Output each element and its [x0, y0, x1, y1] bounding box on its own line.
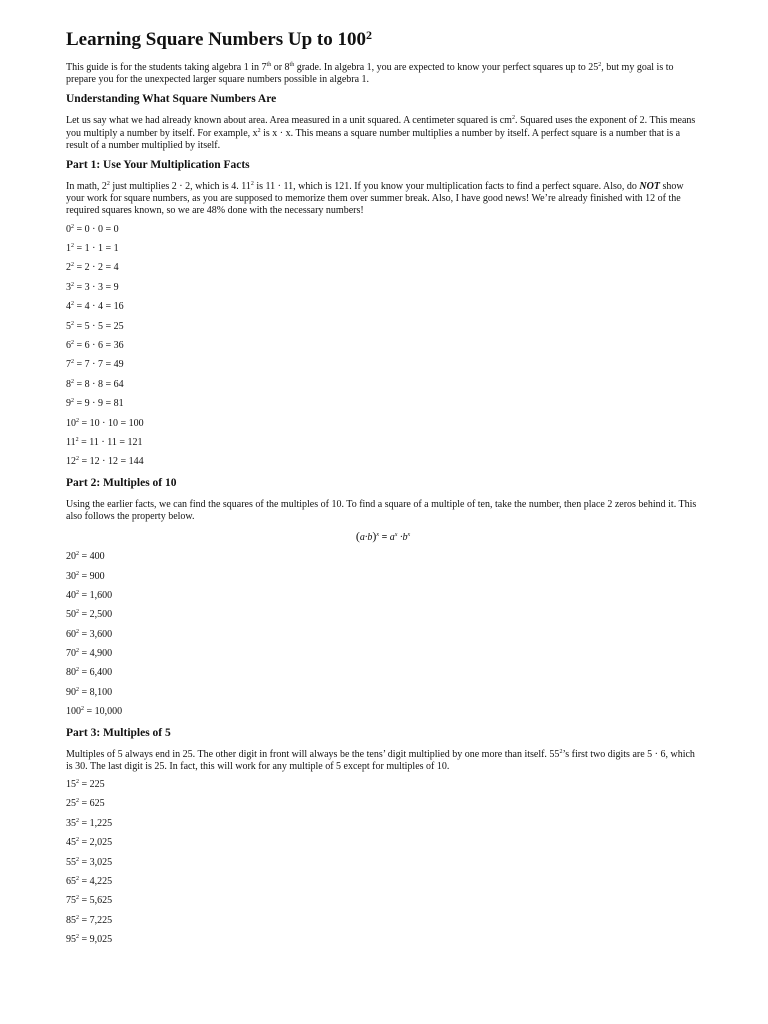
formula-exponent-3: x — [407, 532, 411, 539]
part3-text-b: ’s first two digits are 5 · 6, which is 30. The last digit is 25. In fact, this will work for any multiple of 5 except for multiples of 10. — [66, 748, 695, 772]
square-result: = 400 — [79, 551, 105, 563]
square-fact-line — [66, 551, 700, 570]
section-heading-understanding: Understanding What Square Numbers Are — [66, 93, 277, 106]
square-fact-line — [66, 687, 700, 706]
square-base: 75 — [66, 895, 76, 907]
square-exponent: 2 — [76, 667, 79, 674]
square-base: 10 — [66, 417, 76, 429]
square-exponent: 2 — [76, 686, 79, 693]
square-base: 80 — [66, 667, 76, 679]
square-result: = 5 · 5 = 25 — [74, 320, 124, 332]
intro-sup-2: th — [289, 62, 295, 68]
square-base: 7 — [66, 359, 71, 371]
intro-paragraph — [66, 62, 700, 86]
formula-a: a — [389, 532, 395, 544]
square-exponent: 2 — [76, 914, 79, 921]
square-base: 35 — [66, 817, 76, 829]
understanding-text-b: . Squared uses the exponent of 2. This means you multiply a number by itself. For example, x — [66, 115, 696, 139]
square-fact-line — [66, 915, 700, 934]
square-exponent: 2 — [76, 875, 79, 882]
square-base: 65 — [66, 875, 76, 887]
formula-left-paren: ( — [355, 529, 360, 544]
intro-text-c: grade. In algebra 1, you are expected to know your perfect squares up to 25 — [294, 62, 599, 73]
square-base: 55 — [66, 856, 76, 868]
part1-sup-2: 2 — [250, 181, 254, 188]
square-result: = 2 · 2 = 4 — [74, 262, 119, 274]
square-exponent: 2 — [76, 934, 79, 941]
square-result: = 225 — [79, 779, 105, 791]
square-exponent: 2 — [71, 262, 74, 269]
square-result: = 4 · 4 = 16 — [74, 301, 124, 313]
square-base: 11 — [66, 436, 76, 448]
formula-exponent-1: x — [376, 532, 380, 539]
square-result: = 12 · 12 = 144 — [79, 456, 144, 468]
square-base: 70 — [66, 648, 76, 660]
intro-text-a: This guide is for the students taking algebra 1 in 7 — [66, 62, 267, 73]
square-result: = 9,025 — [79, 934, 113, 946]
page-title — [66, 28, 700, 52]
intro-sup-3: 2 — [598, 62, 602, 68]
square-exponent: 2 — [71, 320, 74, 327]
square-exponent: 2 — [76, 417, 79, 424]
square-fact-line — [66, 456, 700, 475]
square-fact-line — [66, 895, 700, 914]
square-exponent: 2 — [76, 817, 79, 824]
square-fact-line — [66, 590, 700, 609]
square-fact-line — [66, 224, 700, 243]
square-base: 45 — [66, 837, 76, 849]
square-fact-line — [66, 282, 700, 301]
part3-text-a: Multiples of 5 always end in 25. The other digit in front will always be the tens’ digit multiplied by one more than itself. 55 — [66, 748, 560, 760]
understanding-text-c: is x · x. This means a square number multiplies a number by itself. A perfect square is a number that is a result of a number multiplied by itself. — [66, 127, 681, 151]
square-result: = 625 — [79, 798, 105, 810]
square-base: 5 — [66, 320, 71, 332]
square-base: 30 — [66, 570, 76, 582]
square-result: = 6,400 — [79, 667, 113, 679]
square-result: = 2,025 — [79, 837, 113, 849]
square-exponent: 2 — [76, 798, 79, 805]
square-exponent: 2 — [76, 570, 79, 577]
square-base: 15 — [66, 779, 76, 791]
square-exponent: 2 — [75, 436, 79, 443]
square-base: 20 — [66, 551, 76, 563]
square-base: 8 — [66, 378, 71, 390]
square-result: = 3,600 — [79, 628, 113, 640]
square-base: 85 — [66, 914, 76, 926]
square-result: = 6 · 6 = 36 — [74, 339, 124, 351]
square-result: = 10 · 10 = 100 — [79, 417, 144, 429]
square-fact-line — [66, 301, 700, 320]
document-page — [66, 28, 700, 954]
square-exponent: 2 — [71, 281, 74, 288]
square-fact-line — [66, 934, 700, 953]
square-exponent: 2 — [76, 628, 79, 635]
square-exponent: 2 — [71, 378, 74, 385]
square-fact-line — [66, 876, 700, 895]
square-result: = 4,225 — [79, 875, 113, 887]
square-result: = 5,625 — [79, 895, 113, 907]
section-heading-part3: Part 3: Multiples of 5 — [66, 726, 171, 739]
square-fact-line — [66, 437, 700, 456]
part1-fact-list — [66, 224, 700, 476]
part1-sup-1: 2 — [106, 181, 110, 188]
part3-paragraph — [66, 749, 700, 773]
intro-sup-1: th — [266, 62, 272, 68]
square-fact-line — [66, 243, 700, 262]
square-result: = 7 · 7 = 49 — [74, 359, 124, 371]
title-exponent: 2 — [365, 28, 372, 42]
square-base: 90 — [66, 686, 76, 698]
square-fact-line — [66, 609, 700, 628]
square-exponent: 2 — [71, 339, 74, 346]
square-base: 25 — [66, 798, 76, 810]
square-exponent: 2 — [76, 589, 79, 596]
square-base: 60 — [66, 628, 76, 640]
square-fact-line — [66, 837, 700, 856]
square-exponent: 2 — [76, 456, 79, 463]
square-result: = 900 — [79, 570, 105, 582]
square-exponent: 2 — [76, 648, 79, 655]
square-base: 6 — [66, 339, 71, 351]
square-base: 2 — [66, 262, 71, 274]
square-exponent: 2 — [76, 609, 79, 616]
square-fact-line — [66, 321, 700, 340]
square-fact-line — [66, 398, 700, 417]
square-base: 40 — [66, 589, 76, 601]
formula-b: b — [402, 532, 408, 544]
square-base: 4 — [66, 301, 71, 313]
square-result: = 11 · 11 = 121 — [78, 436, 143, 448]
square-result: = 3,025 — [79, 856, 113, 868]
square-base: 50 — [66, 609, 76, 621]
part1-text-d: show your work for square numbers, as you are supposed to memorize them over summer break. Also, I have good news! We’re already finished with 12 of the required squares known, so we are 48% done with the necessary numbers! — [66, 181, 684, 217]
part2-fact-list — [66, 551, 700, 726]
square-fact-line — [66, 379, 700, 398]
understanding-text-a: Let us say what we had already known about area. Area measured in a unit squared. A centimeter squared is cm — [66, 115, 512, 127]
square-fact-line — [66, 857, 700, 876]
understanding-paragraph — [66, 115, 700, 152]
square-fact-line — [66, 779, 700, 798]
square-fact-line — [66, 262, 700, 281]
square-result: = 0 · 0 = 0 — [74, 223, 119, 235]
square-base: 3 — [66, 281, 71, 293]
formula-product: a·b — [359, 532, 373, 544]
square-fact-line — [66, 648, 700, 667]
square-base: 1 — [66, 243, 71, 255]
square-result: = 9 · 9 = 81 — [74, 398, 124, 410]
intro-text-b: or 8 — [271, 62, 290, 73]
square-base: 9 — [66, 398, 71, 410]
square-exponent: 2 — [71, 301, 74, 308]
square-fact-line — [66, 667, 700, 686]
square-result: = 3 · 3 = 9 — [74, 281, 119, 293]
square-fact-line — [66, 571, 700, 590]
square-result: = 1,225 — [79, 817, 113, 829]
square-exponent: 2 — [71, 398, 74, 405]
formula-exponent-2: x — [394, 532, 398, 539]
part1-emphasis-not: NOT — [639, 181, 660, 193]
square-result: = 8,100 — [79, 686, 113, 698]
part1-text-c: is 11 · 11, which is 121. If you know your multiplication facts to find a perfect square. Also, do — [253, 181, 640, 193]
intro-text-d: , but my goal is to prepare you for the unexpected larger square numbers possible in algebra 1. — [66, 62, 674, 86]
understanding-sup-1: 2 — [511, 115, 515, 122]
square-base: 95 — [66, 934, 76, 946]
square-fact-line — [66, 818, 700, 837]
square-exponent: 2 — [71, 243, 74, 250]
square-fact-line — [66, 418, 700, 437]
square-result: = 2,500 — [79, 609, 113, 621]
part3-fact-list — [66, 779, 700, 954]
square-exponent: 2 — [76, 551, 79, 558]
part1-text-b: just multiplies 2 · 2, which is 4. 11 — [109, 181, 251, 193]
square-result: = 4,900 — [79, 648, 113, 660]
part2-paragraph: Using the earlier facts, we can find the squares of the multiples of 10. To find a square of a multiple of ten, take the number, then place 2 zeros behind it. This also follows the property below. — [66, 498, 697, 522]
square-exponent: 2 — [76, 779, 79, 786]
square-base: 0 — [66, 223, 71, 235]
square-base: 12 — [66, 456, 76, 468]
section-heading-part1: Part 1: Use Your Multiplication Facts — [66, 159, 250, 172]
square-result: = 7,225 — [79, 914, 113, 926]
formula-dot: · — [397, 532, 403, 544]
square-result: = 1,600 — [79, 589, 113, 601]
page-title-text: Learning Square Numbers Up to 100 — [66, 29, 366, 50]
square-base: 100 — [66, 706, 81, 718]
understanding-sup-2: 2 — [257, 127, 261, 134]
exponent-property-formula — [66, 529, 700, 545]
part1-text-a: In math, 2 — [66, 181, 107, 193]
section-heading-part2: Part 2: Multiples of 10 — [66, 476, 177, 489]
formula-right-paren: ) — [372, 529, 377, 544]
square-fact-line — [66, 798, 700, 817]
square-fact-line — [66, 359, 700, 378]
square-fact-line — [66, 340, 700, 359]
square-exponent: 2 — [81, 706, 84, 713]
square-fact-line — [66, 706, 700, 725]
square-fact-line — [66, 629, 700, 648]
square-result: = 1 · 1 = 1 — [74, 243, 119, 255]
square-exponent: 2 — [76, 856, 79, 863]
square-result: = 8 · 8 = 64 — [74, 378, 124, 390]
formula-equals: = — [379, 532, 390, 544]
square-exponent: 2 — [76, 837, 79, 844]
square-exponent: 2 — [71, 223, 74, 230]
part3-sup-1: 2 — [559, 748, 563, 755]
part1-paragraph — [66, 181, 700, 218]
square-result: = 10,000 — [84, 706, 123, 718]
square-exponent: 2 — [71, 359, 74, 366]
square-exponent: 2 — [76, 895, 79, 902]
